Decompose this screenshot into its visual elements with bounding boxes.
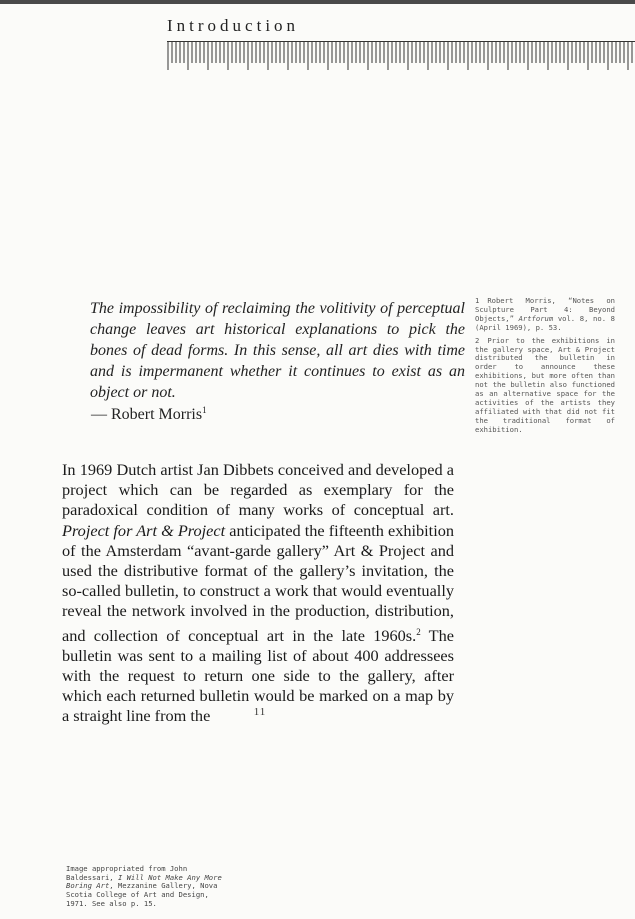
sidenote-2	[475, 337, 615, 435]
top-border	[0, 0, 635, 4]
caption-text-end: , Mezzanine Gallery, Nova Scotia College of Art and Design, 1971. See also p. 15.	[66, 881, 218, 908]
sidenotes	[475, 297, 615, 439]
sidenote-number: 2	[475, 335, 480, 345]
caption-italic-title: I Will Not Make Any More Boring Art	[66, 872, 222, 891]
footnote-ref-2: 2	[416, 626, 421, 637]
footnote-ref-1: 1	[202, 405, 207, 415]
image-caption	[66, 865, 226, 909]
caption-text: Image appropriated from John Baldessari,	[66, 864, 188, 882]
epigraph-attribution	[91, 400, 207, 425]
sidenote-text: Prior to the exhibitions in the gallery space, Art & Project distributed the bulletin in order to announce these exhibitions, but more often than not the bulletin also functioned as an alternative space for the activities of the artists they affiliated with that did not fit the traditional format of exhibition.	[475, 335, 615, 434]
sidenote-number: 1	[475, 296, 480, 305]
epigraph-quote: The impossibility of reclaiming the volitivity of perceptual change leaves art historical explanations to pick the bones of dead forms. In this sense, all art dies with time and is impermanent whether it continues to exist as an object or not.	[90, 300, 465, 401]
page-number: 11	[253, 706, 267, 718]
body-text-part-1: In 1969 Dutch artist Jan Dibbets conceived and developed a project which can be regarded as exemplary for the paradoxical condition of many works of conceptual art.	[62, 460, 454, 520]
body-paragraph	[62, 460, 454, 727]
sidenote-text-end: vol. 8, no. 8 (April 1969), p. 53.	[475, 313, 615, 332]
body-text-part-2: anticipated the fifteenth exhibition of the Amsterdam “avant-garde gallery” Art & Project and used the distributive format of the gallery’s invitation, the so-called bulletin, to construct a work that would eventually reveal the network involved in the production, distribution, and collection of conceptual art in the late 1960s.	[62, 520, 455, 645]
body-text-part-3: The bulletin was sent to a mailing list of about 400 addressees with the request to return one side to the gallery, after which each returned bulletin would be marked on a map by a straight line from the	[62, 625, 454, 726]
project-title: Project for Art & Project	[62, 520, 226, 540]
section-title: Introduction	[167, 16, 300, 35]
ruler-decoration	[167, 41, 635, 71]
sidenote-text: Robert Morris, “Notes on Sculpture Part 4: Beyond Objects,”	[475, 296, 615, 323]
attribution-text: — Robert Morris	[91, 406, 203, 423]
sidenote-1	[475, 297, 615, 333]
sidenote-italic-title: Artforum	[518, 313, 554, 323]
